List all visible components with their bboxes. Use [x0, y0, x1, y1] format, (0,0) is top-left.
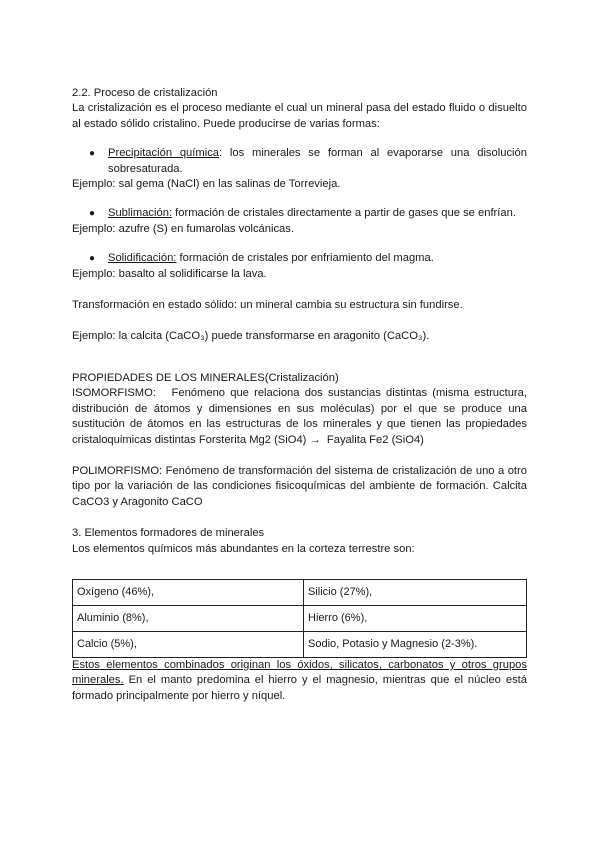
- bullet-line: [108, 251, 527, 266]
- properties-heading: PROPIEDADES DE LOS MINERALES(Cristalización): [72, 371, 339, 384]
- section-heading-2-2: 2.2. Proceso de cristalización: [72, 87, 218, 99]
- closing-line-1: Estos elementos combinados originan los óxidos, silicatos, carbonatos y otros grupos: [72, 658, 527, 671]
- table-cell: Sodio, Potasio y Magnesio (2-3%).: [304, 631, 527, 657]
- bullet-example: Ejemplo: basalto al solidificarse la lava.: [72, 267, 267, 280]
- table-row: [73, 631, 527, 657]
- bullet-text: : los minerales se forman al evaporarse una disolución: [219, 147, 527, 160]
- table-cell: Aluminio (8%),: [73, 605, 304, 631]
- bullet-line: [108, 206, 527, 221]
- bullet-icon: ●: [89, 208, 96, 220]
- bullet-line: [108, 146, 527, 161]
- table-row: [73, 579, 527, 605]
- polimorfismo-line-3: CaCO3 y Aragonito CaCO: [72, 495, 203, 508]
- elements-table: [72, 579, 527, 658]
- table-cell: Hierro (6%),: [304, 605, 527, 631]
- transformation-text: Transformación en estado sólido: un mineral cambia su estructura sin fundirse.: [72, 299, 463, 312]
- bullet-sublimacion: [72, 206, 527, 221]
- isomorfismo-line-1: ISOMORFISMO: Fenómeno que relaciona dos sustancias distintas (misma estructura,: [72, 387, 527, 400]
- bullet-text: formación de cristales directamente a partir de gases que se enfrían.: [172, 207, 516, 220]
- closing-line-3: formado principalmente por hierro y níquel.: [72, 689, 286, 702]
- isomorfismo-line-2: distribución de átomos y dimensiones en sus moléculas) por el que se produce una: [72, 402, 527, 415]
- bullet-term: Solidificación:: [108, 252, 177, 265]
- bullet-term: Sublimación:: [108, 207, 173, 220]
- bullet-text: formación de cristales por enfriamiento del magma.: [176, 252, 434, 265]
- polimorfismo-line-1: POLIMORFISMO: Fenómeno de transformación del sistema de cristalización de uno a otro: [72, 464, 527, 477]
- table-cell: Silicio (27%),: [304, 579, 527, 605]
- transformation-example: Ejemplo: la calcita (CaCO₃) puede transformarse en aragonito (CaCO₃).: [72, 330, 430, 343]
- bullet-precipitacion: [72, 146, 527, 177]
- bullet-icon: ●: [89, 148, 96, 160]
- isomorfismo-line-4: cristaloquimicas distintas Forsterita Mg2 (SiO4) → Fayalita Fe2 (SiO4): [72, 433, 424, 446]
- closing-rest: En el manto predomina el hierro y el magnesio, mientras que el núcleo está: [123, 674, 527, 687]
- bullet-text-continued: sobresaturada.: [108, 162, 183, 175]
- bullet-term: Precipitación química: [108, 147, 220, 160]
- isomorfismo-line-3: sustitución de átomos en las estructuras de los minerales y que tienen las propiedades: [72, 418, 527, 431]
- bullet-icon: ●: [89, 253, 96, 265]
- document-page: [72, 86, 527, 704]
- intro-line-1: La cristalización es el proceso mediante el cual un mineral pasa del estado fluido o disuelto: [72, 102, 527, 115]
- polimorfismo-line-2: tipo por la variación de las condiciones fisicoquímicas del ambiente de formación. Calcita: [72, 480, 527, 493]
- section-3-intro: Los elementos químicos más abundantes en la corteza terrestre son:: [72, 542, 415, 555]
- section-heading-3: 3. Elementos formadores de minerales: [72, 527, 265, 540]
- bullet-example: Ejemplo: sal gema (NaCl) en las salinas de Torrevieja.: [72, 178, 341, 191]
- intro-line-2: al estado sólido cristalino. Puede producirse de varias formas:: [72, 117, 380, 130]
- closing-underlined: minerales.: [72, 674, 124, 687]
- bullet-example: Ejemplo: azufre (S) en fumarolas volcánicas.: [72, 222, 294, 235]
- bullet-solidificacion: [72, 251, 527, 266]
- table-cell: Oxígeno (46%),: [73, 579, 304, 605]
- table-cell: Calcio (5%),: [73, 631, 304, 657]
- closing-line-2: [72, 673, 527, 688]
- table-row: [73, 605, 527, 631]
